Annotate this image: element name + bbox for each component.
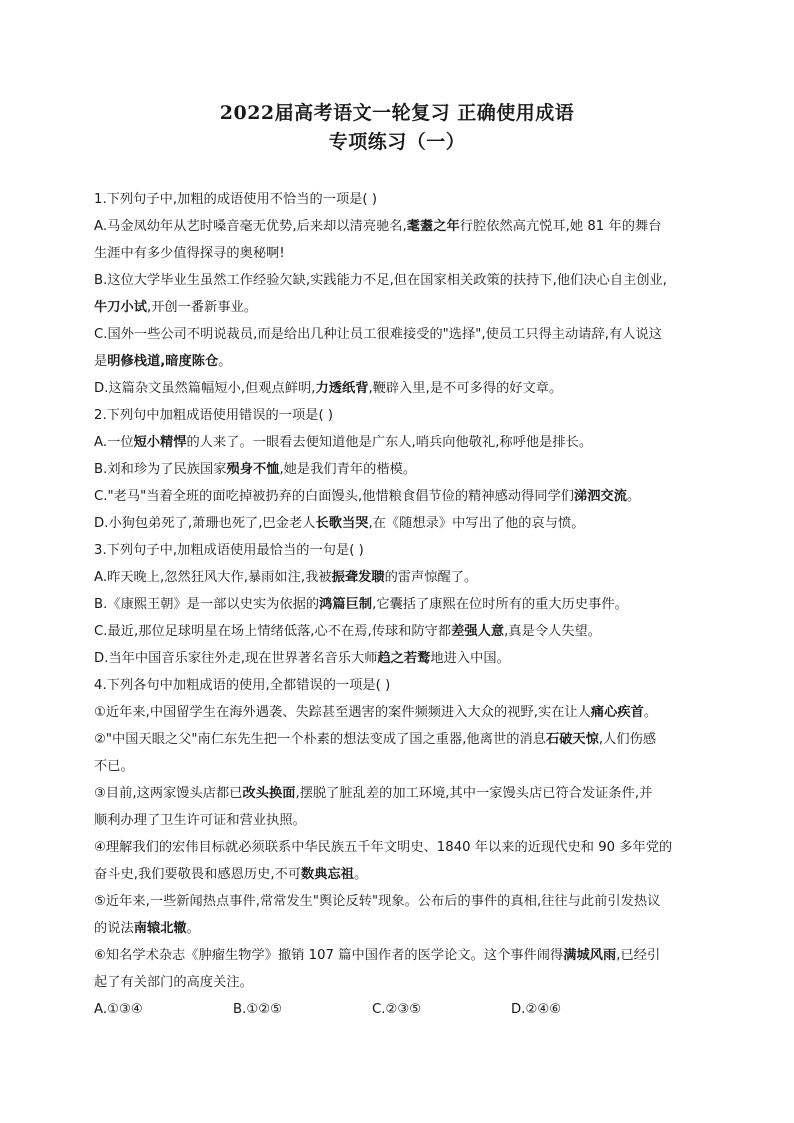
document-subtitle: 专项练习（一）: [328, 131, 466, 153]
bold-idiom: 殒身不恤: [226, 462, 280, 477]
text-line: [94, 429, 706, 456]
text-line: [94, 537, 706, 564]
text-segment: 起了有关部门的高度关注。: [94, 975, 253, 990]
bold-idiom: 力透纸背: [315, 381, 369, 396]
bold-idiom: 振聋发聩: [331, 570, 385, 585]
text-line: [94, 564, 706, 591]
text-segment: B.刘和珍为了民族国家: [94, 462, 227, 477]
text-line: [94, 834, 706, 861]
text-segment: 顺利办理了卫生许可证和营业执照。: [94, 813, 306, 828]
text-segment: D.当年中国音乐家往外走,现在世界著名音乐大师: [94, 651, 378, 666]
text-segment: D.这篇杂文虽然篇幅短小,但观点鲜明,: [94, 381, 316, 396]
text-line: [94, 672, 706, 699]
text-segment: 。: [218, 354, 232, 369]
text-segment: ②"中国天眼之父"南仁东先生把一个朴素的想法变成了国之重器,他离世的消息: [94, 732, 546, 747]
exercise-content: [94, 186, 706, 1023]
bold-idiom: 改头换面: [242, 786, 296, 801]
bold-idiom: 石破天惊: [545, 732, 599, 747]
text-segment: 是: [94, 354, 108, 369]
bold-idiom: 牛刀小试: [94, 300, 147, 315]
text-segment: 。: [354, 867, 368, 882]
bold-idiom: 南辕北辙: [133, 921, 187, 936]
text-line: [94, 969, 706, 996]
text-segment: A.昨天晚上,忽然狂风大作,暴雨如注,我被: [94, 570, 332, 585]
text-segment: ,在《随想录》中写出了他的哀与愤。: [368, 516, 585, 531]
text-line: [94, 699, 706, 726]
bold-idiom: 数典忘祖: [301, 867, 354, 882]
text-segment: 4.下列各句中加粗成语的使用,全都错误的一项是( ): [94, 678, 391, 693]
text-line: [94, 942, 706, 969]
text-line: [94, 375, 706, 402]
text-line: [94, 510, 706, 537]
answer-option: D.②④⑥: [511, 1002, 562, 1017]
text-segment: 行腔依然高亢悦耳,她 81 年的舞台: [459, 219, 662, 234]
text-segment: ,鞭辟入里,是不可多得的好文章。: [368, 381, 563, 396]
bold-idiom: 涕泗交流: [574, 489, 627, 504]
text-line: [94, 186, 706, 213]
text-segment: 3.下列句子中,加粗成语使用最恰当的一句是( ): [94, 543, 364, 558]
text-segment: ①近年来,中国留学生在海外遇袭、失踪甚至遇害的案件频频进入大众的视野,实在让人: [94, 705, 591, 720]
text-segment: B.《康熙王朝》是一部以史实为依据的: [94, 597, 320, 612]
text-line: [94, 294, 706, 321]
text-segment: C.最近,那位足球明星在场上情绪低落,心不在焉,传球和防守都: [94, 624, 452, 639]
text-line: [94, 348, 706, 375]
text-segment: ⑥知名学术杂志《肿瘤生物学》撤销 107 篇中国作者的医学论文。这个事件闹得: [94, 948, 564, 963]
text-segment: C."老马"当着全班的面吃掉被扔弃的白面馒头,他惜粮食倡节俭的精神感动得同学们: [94, 489, 575, 504]
text-segment: 地进入中国。: [430, 651, 510, 666]
text-line: [94, 321, 706, 348]
text-segment: D.小狗包弟死了,萧珊也死了,巴金老人: [94, 516, 316, 531]
text-segment: 的雷声惊醒了。: [384, 570, 478, 585]
bold-idiom: 鸿篇巨制: [319, 597, 373, 612]
bold-idiom: 趋之若鹜: [377, 651, 431, 666]
text-segment: 。: [627, 489, 641, 504]
text-segment: 2.下列句中加粗成语使用错误的一项是( ): [94, 408, 334, 423]
text-segment: 。: [643, 705, 658, 720]
text-segment: ③目前,这两家馒头店都已: [94, 786, 243, 801]
text-segment: ,她是我们青年的楷模。: [279, 462, 417, 477]
bold-idiom: 长歌当哭: [315, 516, 369, 531]
text-segment: 奋斗史,我们要敬畏和感恩历史,不可: [94, 867, 302, 882]
text-line: [94, 240, 706, 267]
bold-idiom: 短小精悍: [133, 435, 187, 450]
text-segment: 的人来了。一眼看去便知道他是广东人,哨兵向他敬礼,称呼他是排长。: [186, 435, 593, 450]
text-segment: ,真是令人失望。: [504, 624, 602, 639]
text-segment: A.一位: [94, 435, 134, 450]
text-segment: B.这位大学毕业生虽然工作经验欠缺,实践能力不足,但在国家相关政策的扶持下,他们决心自主创业,: [94, 273, 668, 288]
answer-option: C.②③⑤: [372, 1002, 422, 1017]
text-line: [94, 888, 706, 915]
text-segment: A.马金凤幼年从艺时嗓音毫无优势,后来却以清亮驰名,: [94, 219, 407, 234]
bold-idiom: 痛心疾首: [590, 705, 644, 720]
text-line: [94, 861, 706, 888]
bold-idiom: 满城风雨: [563, 948, 617, 963]
text-line: [94, 267, 706, 294]
text-line: [94, 645, 706, 672]
text-line: [94, 456, 706, 483]
bold-idiom: 差强人意: [451, 624, 505, 639]
text-segment: ④理解我们的宏伟目标就必须联系中华民族五千年文明史、1840 年以来的近现代史和 90 多年党的: [94, 840, 673, 855]
text-segment: 1.下列句子中,加粗的成语使用不恰当的一项是( ): [94, 192, 378, 207]
text-line: [94, 591, 706, 618]
text-line: [94, 213, 706, 240]
text-line: [94, 915, 706, 942]
text-segment: 的说法: [94, 921, 134, 936]
text-segment: ,它囊括了康熙在位时所有的重大历史事件。: [372, 597, 628, 612]
answer-option: B.①②⑤: [233, 1002, 282, 1017]
bold-idiom: 明修栈道,暗度陈仓: [107, 354, 219, 369]
text-line: [94, 807, 706, 834]
text-line: [94, 780, 706, 807]
text-segment: ⑤近年来,一些新闻热点事件,常常发生"舆论反转"现象。公布后的事件的真相,往往与此前引发热议: [94, 894, 661, 909]
text-segment: 不已。: [94, 759, 134, 774]
text-line: [94, 753, 706, 780]
text-segment: 。: [186, 921, 200, 936]
text-segment: ,开创一番新事业。: [146, 300, 258, 315]
answer-options-row: [94, 996, 706, 1023]
text-line: [94, 483, 706, 510]
text-segment: 生涯中有多少值得探寻的奥秘啊!: [94, 246, 285, 261]
text-segment: ,人们伤感: [598, 732, 657, 747]
document-title: 2022届高考语文一轮复习 正确使用成语: [219, 102, 575, 124]
text-segment: ,已经引: [616, 948, 661, 963]
text-segment: C.国外一些公司不明说裁员,而是给出几种让员工很难接受的"选择",使员工只得主动请辞,有人说这: [94, 327, 662, 342]
answer-option: A.①③④: [94, 1002, 143, 1017]
text-line: [94, 402, 706, 429]
bold-idiom: 耄耋之年: [406, 219, 460, 234]
text-line: [94, 726, 706, 753]
text-line: [94, 618, 706, 645]
text-segment: ,摆脱了脏乱差的加工环境,其中一家馒头店已符合发证条件,并: [295, 786, 653, 801]
